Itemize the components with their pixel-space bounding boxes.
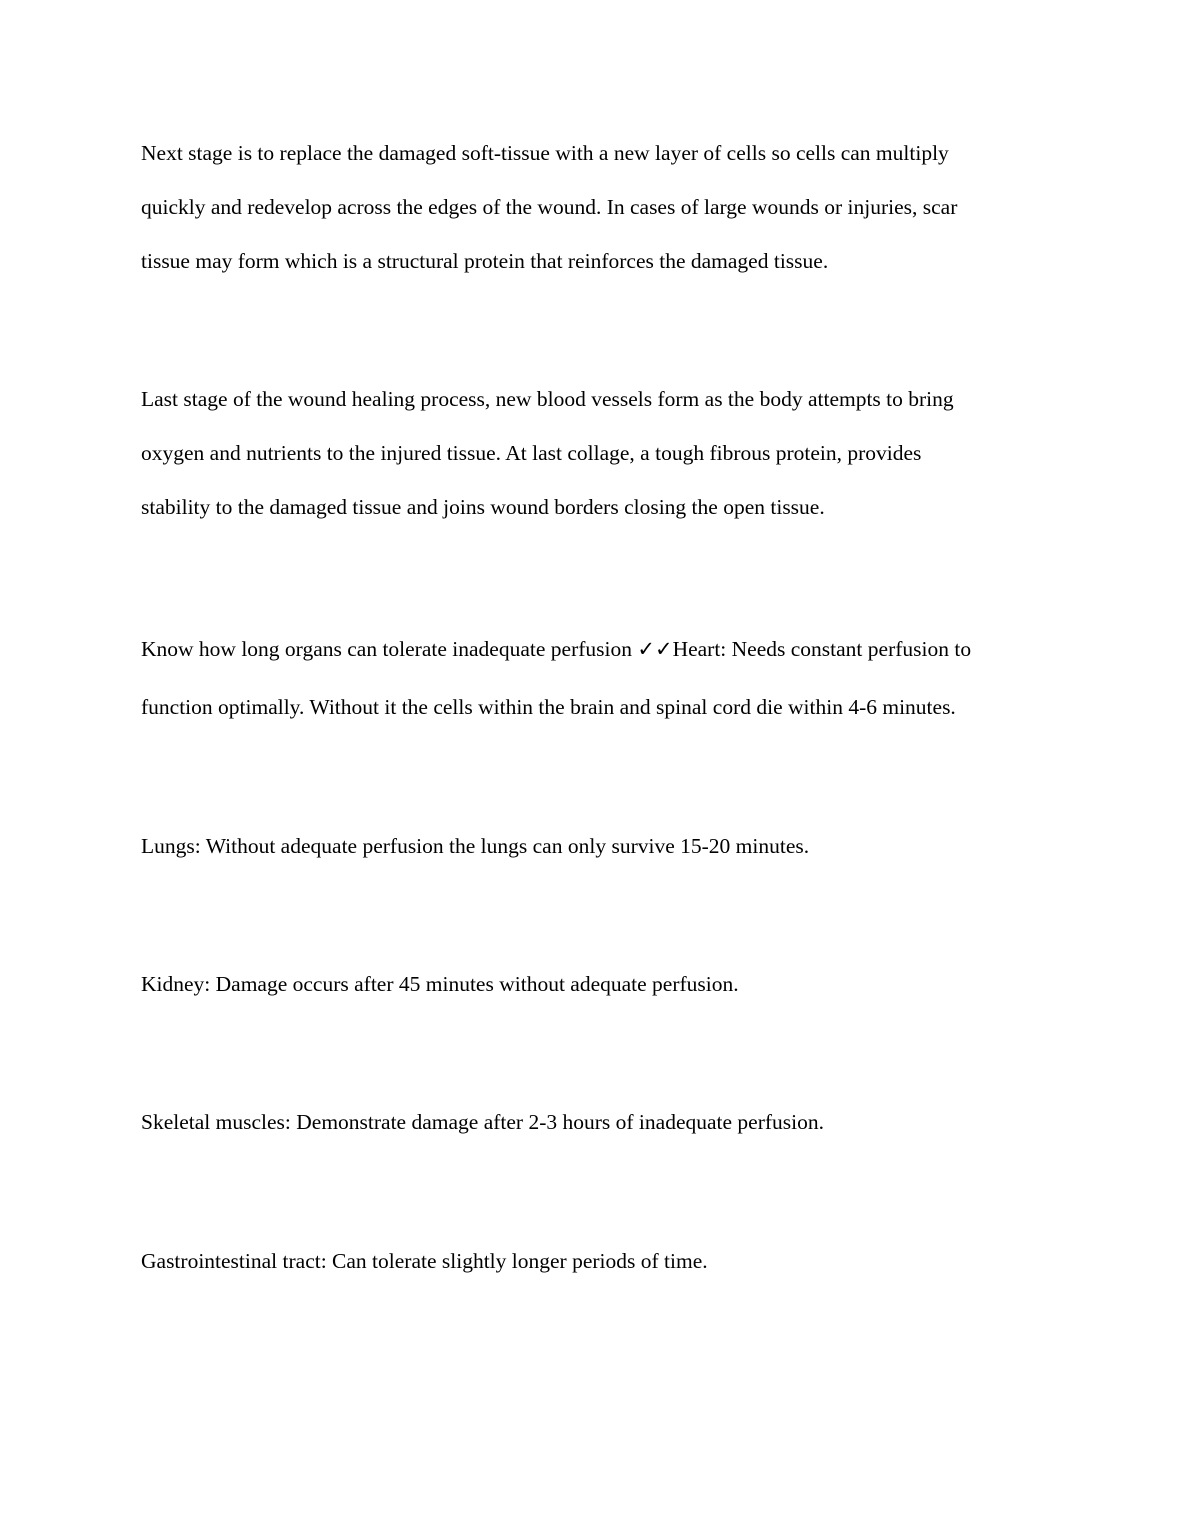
text-line: quickly and redevelop across the edges of the wound. In cases of large wounds or injuries, scar bbox=[141, 195, 958, 219]
text-line: oxygen and nutrients to the injured tissue. At last collage, a tough fibrous protein, provides bbox=[141, 441, 922, 465]
text-line: function optimally. Without it the cells within the brain and spinal cord die within 4-6 minutes. bbox=[141, 695, 956, 719]
text-line: Lungs: Without adequate perfusion the lungs can only survive 15-20 minutes. bbox=[141, 834, 810, 858]
text-line: stability to the damaged tissue and joins wound borders closing the open tissue. bbox=[141, 495, 825, 519]
text-line: tissue may form which is a structural protein that reinforces the damaged tissue. bbox=[141, 249, 829, 273]
text-line: Skeletal muscles: Demonstrate damage after 2-3 hours of inadequate perfusion. bbox=[141, 1110, 824, 1134]
text-line: Last stage of the wound healing process, new blood vessels form as the body attempts to bring bbox=[141, 387, 954, 411]
text-line: Gastrointestinal tract: Can tolerate slightly longer periods of time. bbox=[141, 1249, 708, 1273]
text-span: Know how long organs can tolerate inadequate perfusion bbox=[141, 637, 638, 661]
text-line: Kidney: Damage occurs after 45 minutes without adequate perfusion. bbox=[141, 972, 739, 996]
double-checkmark-icon: ✓✓ bbox=[637, 637, 673, 661]
text-line: Next stage is to replace the damaged soft-tissue with a new layer of cells so cells can multiply bbox=[141, 141, 949, 165]
text-line bbox=[141, 635, 971, 663]
text-span: Heart: Needs constant perfusion to bbox=[672, 637, 972, 661]
